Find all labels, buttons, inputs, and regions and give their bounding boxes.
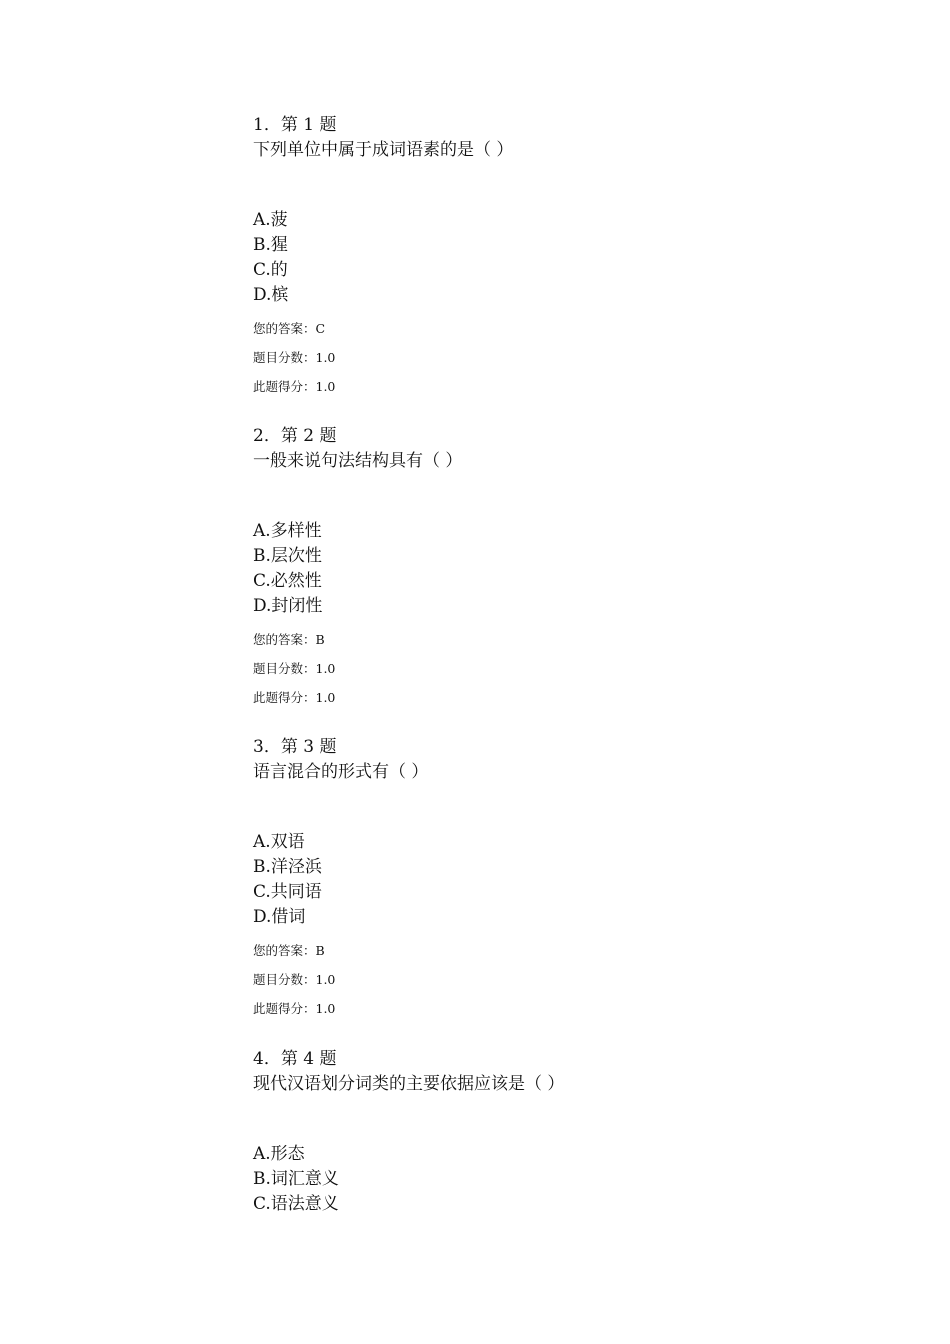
question-title: 3．第 3 题 — [253, 737, 337, 757]
option-d: D.槟 — [253, 285, 289, 305]
question-title: 1．第 1 题 — [253, 115, 337, 135]
option-c: C.语法意义 — [253, 1194, 339, 1214]
question-score: 题目分数：1.0 — [253, 661, 336, 676]
question-text: 现代汉语划分词类的主要依据应该是（ ） — [253, 1074, 565, 1094]
option-list — [253, 1142, 893, 1217]
question-2 — [253, 424, 893, 712]
question-1 — [253, 113, 893, 401]
answer-info — [253, 936, 893, 1023]
earned-score: 此题得分：1.0 — [253, 1001, 336, 1016]
question-title: 2．第 2 题 — [253, 426, 337, 446]
your-answer: 您的答案：B — [253, 943, 325, 958]
option-d: D.借词 — [253, 907, 306, 927]
option-b: B.词汇意义 — [253, 1169, 339, 1189]
option-list — [253, 208, 893, 308]
question-score: 题目分数：1.0 — [253, 972, 336, 987]
question-text: 语言混合的形式有（ ） — [253, 762, 429, 782]
option-b: B.层次性 — [253, 546, 322, 566]
option-c: C.必然性 — [253, 571, 322, 591]
your-answer: 您的答案：C — [253, 321, 326, 336]
question-text: 一般来说句法结构具有（ ） — [253, 451, 463, 471]
option-list — [253, 519, 893, 619]
your-answer: 您的答案：B — [253, 632, 325, 647]
option-b: B.猩 — [253, 235, 288, 255]
option-c: C.的 — [253, 260, 288, 280]
option-c: C.共同语 — [253, 882, 322, 902]
question-title: 4．第 4 题 — [253, 1049, 337, 1069]
question-3 — [253, 735, 893, 1023]
earned-score: 此题得分：1.0 — [253, 379, 336, 394]
option-a: A.多样性 — [253, 521, 322, 541]
question-4 — [253, 1047, 893, 1217]
option-d: D.封闭性 — [253, 596, 323, 616]
question-text: 下列单位中属于成词语素的是（ ） — [253, 140, 514, 160]
option-a: A.形态 — [253, 1144, 305, 1164]
option-a: A.菠 — [253, 210, 288, 230]
option-list — [253, 830, 893, 930]
option-a: A.双语 — [253, 832, 305, 852]
option-b: B.洋泾浜 — [253, 857, 322, 877]
earned-score: 此题得分：1.0 — [253, 690, 336, 705]
answer-info — [253, 314, 893, 401]
question-score: 题目分数：1.0 — [253, 350, 336, 365]
answer-info — [253, 625, 893, 712]
